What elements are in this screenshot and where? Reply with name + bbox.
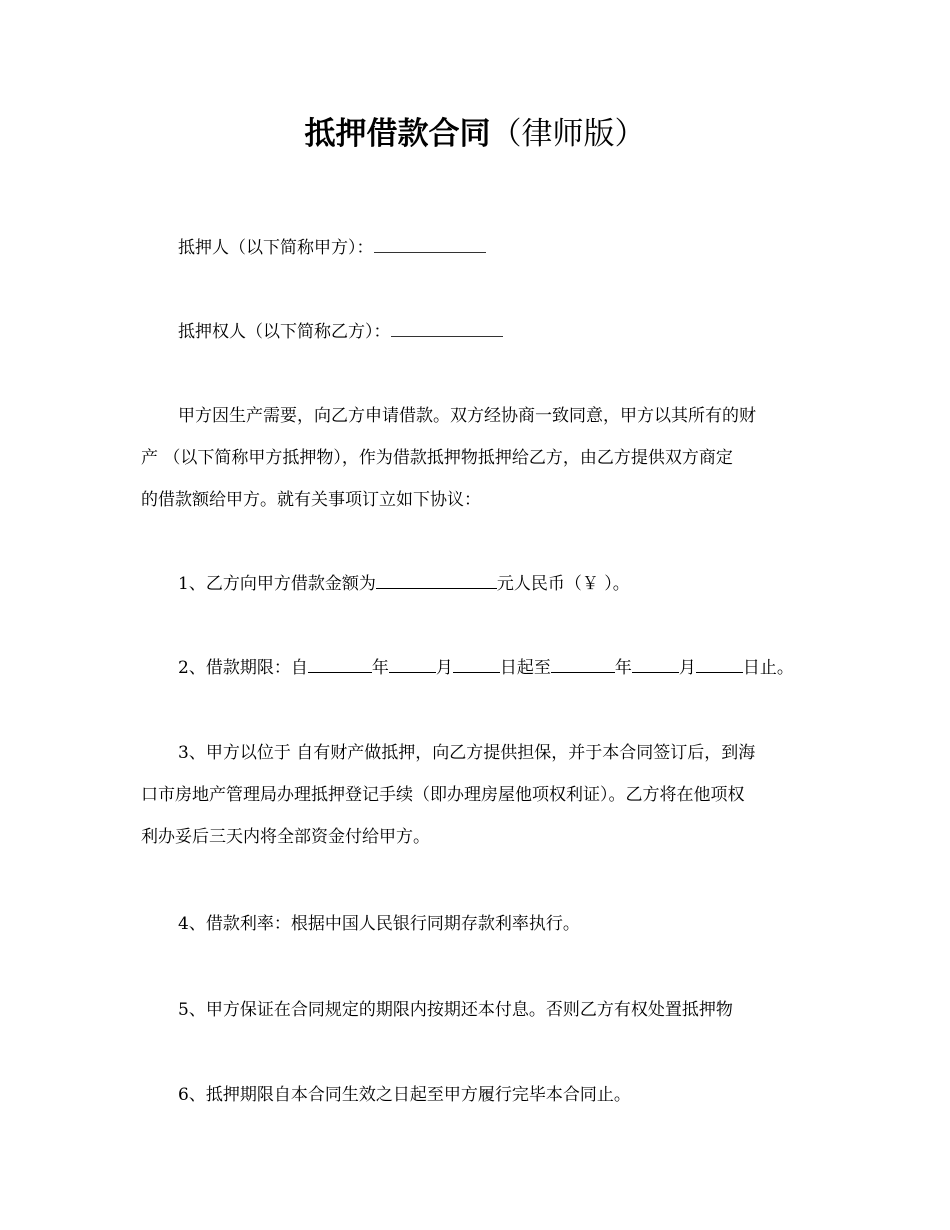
document-title <box>0 112 950 156</box>
end-month-blank <box>632 671 679 673</box>
clause-6: 6、抵押期限自本合同生效之日起至甲方履行完毕本合同止。 <box>178 1085 631 1105</box>
mortgagor-blank <box>374 251 486 253</box>
title-main: 抵押借款合同 <box>304 116 491 152</box>
title-subtitle: （律师版） <box>490 116 646 152</box>
mortgagee-blank <box>391 335 503 337</box>
day-from-label: 日起至 <box>499 658 551 678</box>
clause-2-prefix: 2、借款期限：自 <box>178 658 308 678</box>
start-month-blank <box>389 671 436 673</box>
intro-line-3: 的借款额给甲方。就有关事项订立如下协议： <box>141 490 481 510</box>
mortgagor-line <box>178 236 486 260</box>
clause-4: 4、借款利率：根据中国人民银行同期存款利率执行。 <box>178 914 580 934</box>
mortgagor-label: 抵押人（以下简称甲方）： <box>178 238 374 258</box>
intro-line-1: 甲方因生产需要，向乙方申请借款。双方经协商一致同意，甲方以其所有的财 <box>178 406 756 426</box>
clause-5: 5、甲方保证在合同规定的期限内按期还本付息。否则乙方有权处置抵押物 <box>178 1000 733 1020</box>
mortgagee-label: 抵押权人（以下简称乙方）： <box>178 322 391 342</box>
clause-2 <box>178 656 794 680</box>
end-year-blank <box>551 671 615 673</box>
clause-3-line-1: 3、甲方以位于 自有财产做抵押，向乙方提供担保，并于本合同签订后，到海 <box>178 743 756 763</box>
clause-3-line-2: 口市房地产管理局办理抵押登记手续（即办理房屋他项权利证）。乙方将在他项权 <box>141 785 745 805</box>
month-label-2: 月 <box>678 658 696 678</box>
clause-1 <box>178 572 630 596</box>
year-label: 年 <box>371 658 389 678</box>
clause-1-prefix: 1、乙方向甲方借款金额为 <box>178 574 376 594</box>
start-day-blank <box>453 671 500 673</box>
end-day-blank <box>696 671 743 673</box>
mortgagee-line <box>178 320 503 344</box>
year-label-2: 年 <box>614 658 632 678</box>
clause-3-line-3: 利办妥后三天内将全部资金付给甲方。 <box>141 827 430 847</box>
clause-1-suffix: 元人民币（￥ ）。 <box>496 574 630 594</box>
loan-amount-blank <box>376 587 497 589</box>
intro-line-2: 产 （以下简称甲方抵押物），作为借款抵押物抵押给乙方，由乙方提供双方商定 <box>141 448 733 468</box>
day-to-label: 日止。 <box>742 658 794 678</box>
month-label: 月 <box>435 658 453 678</box>
start-year-blank <box>308 671 372 673</box>
